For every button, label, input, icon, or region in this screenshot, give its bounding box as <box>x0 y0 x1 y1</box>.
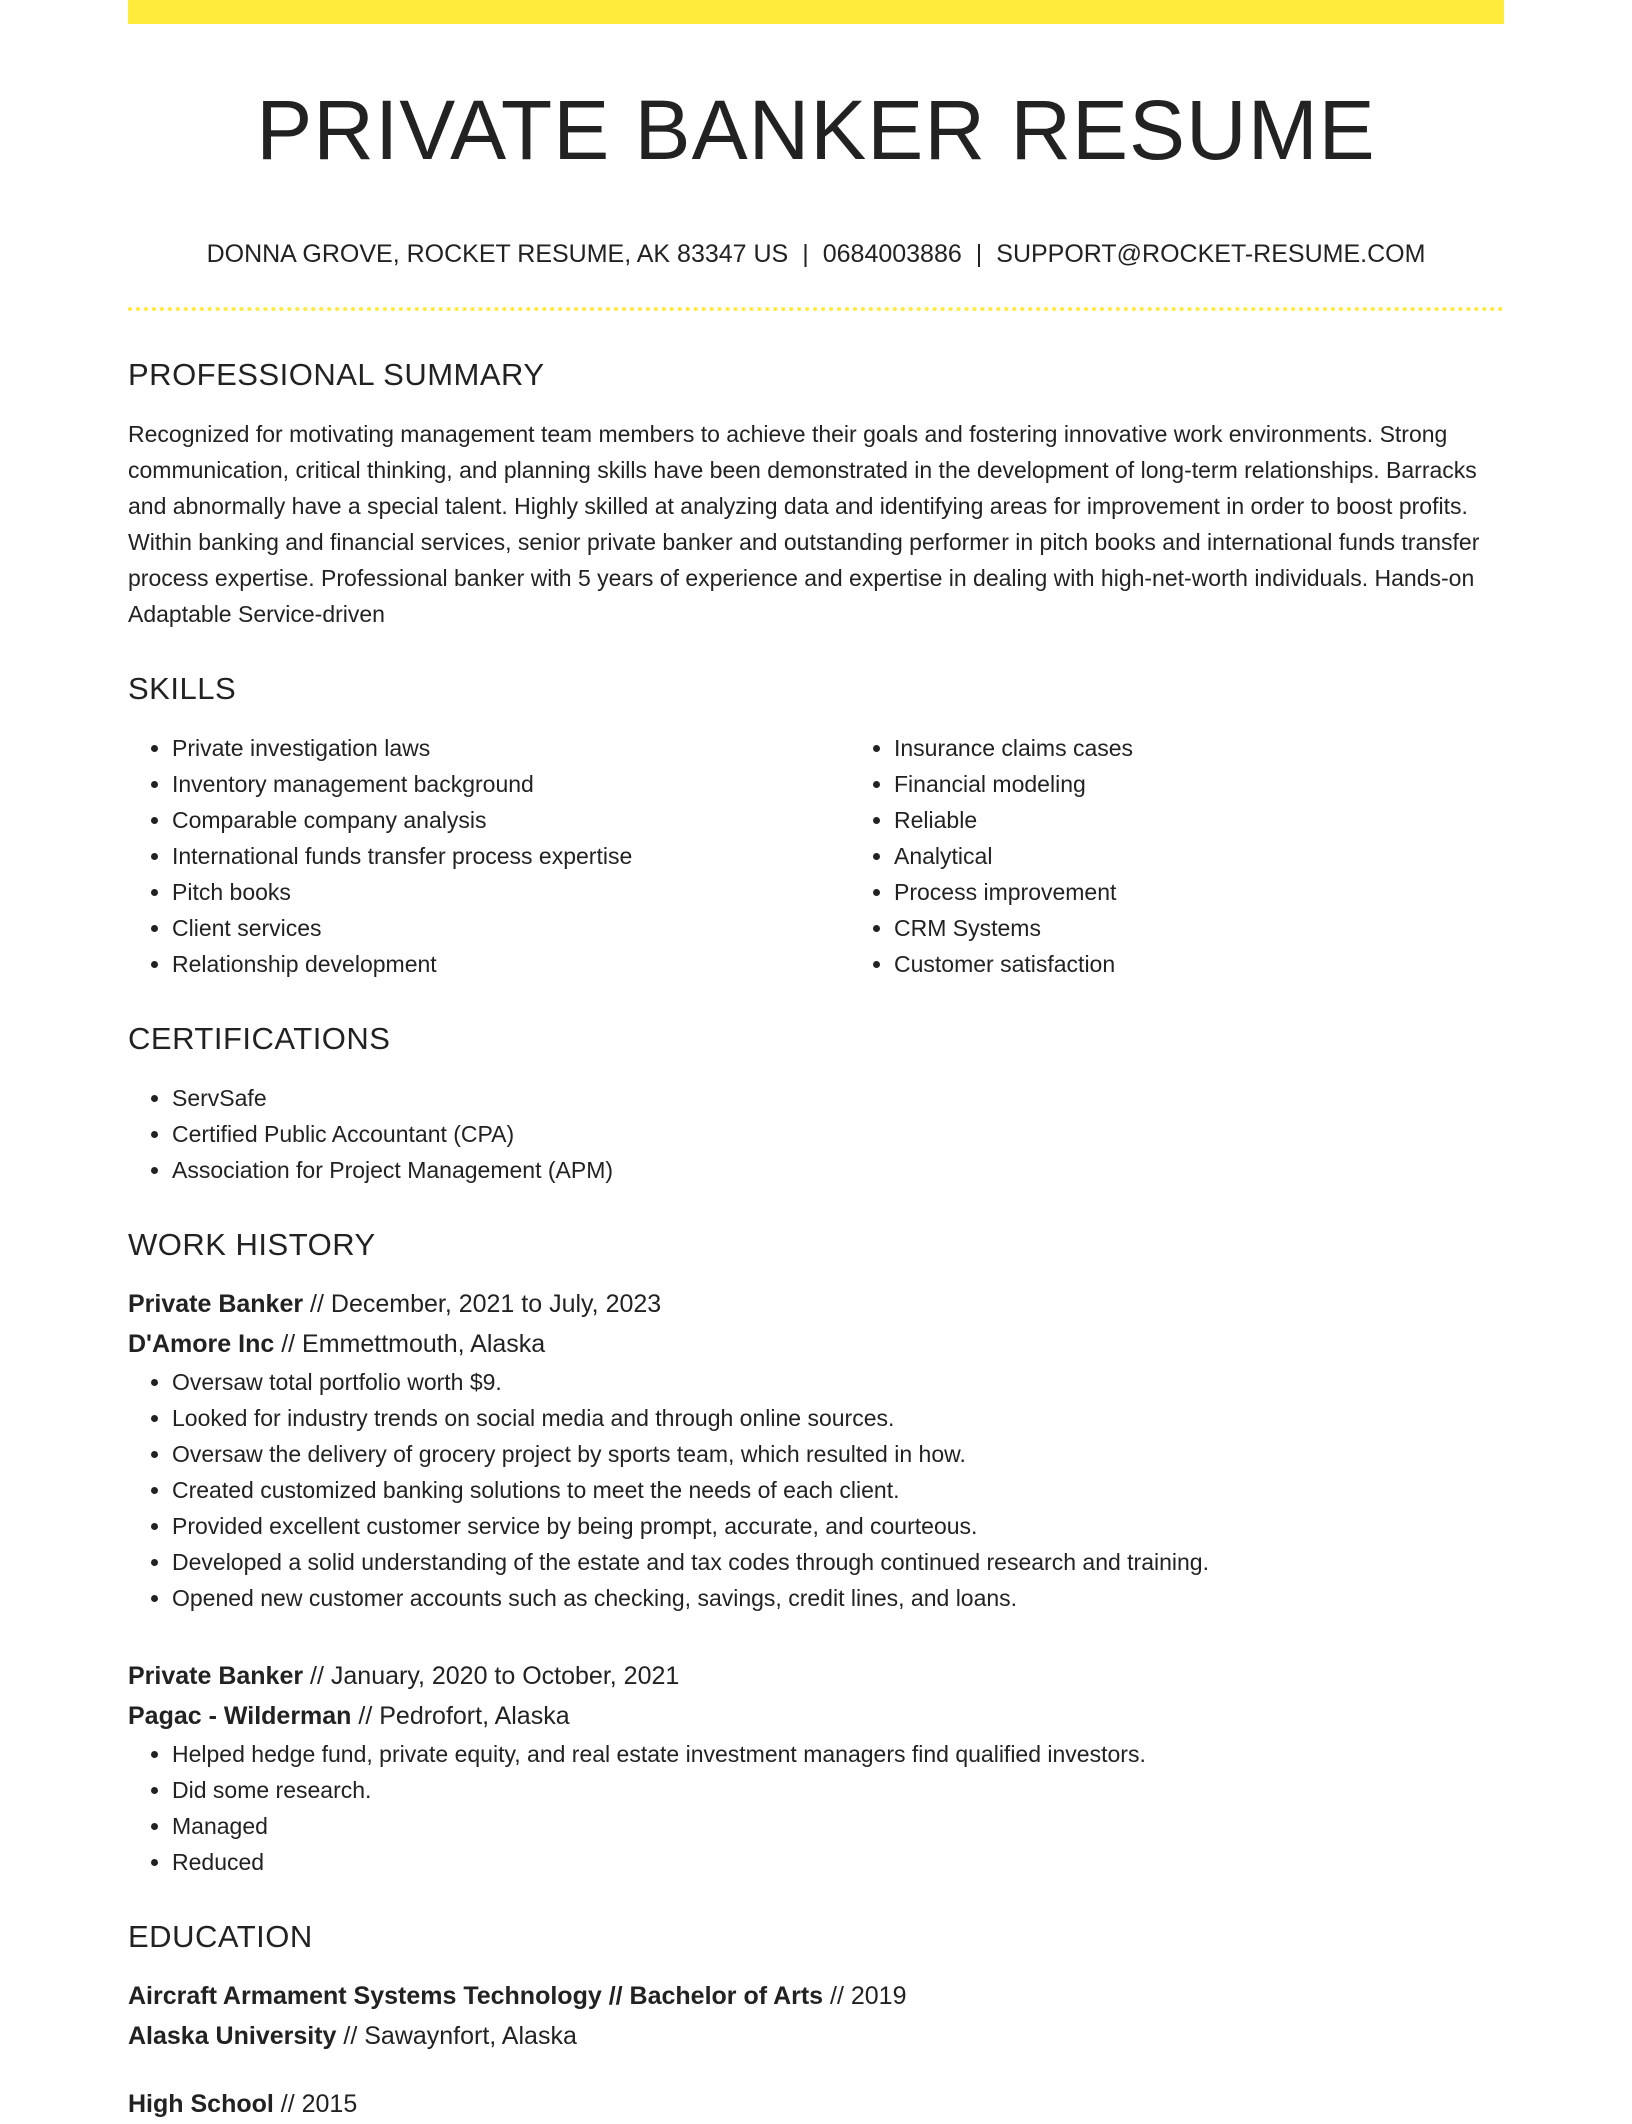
skill-item: • Process improvement <box>894 874 1572 910</box>
education-degree: High School <box>128 2090 274 2118</box>
skills-right-list <box>850 730 1572 982</box>
education-year: // 2015 <box>273 2090 358 2118</box>
contact-address: DONNA GROVE, ROCKET RESUME, AK 83347 US <box>206 240 789 268</box>
section-spacer <box>128 1188 1504 1224</box>
skills-columns <box>128 730 1504 982</box>
job-bullets <box>128 1736 1504 1880</box>
skill-item: • Comparable company analysis <box>172 802 850 838</box>
skill-item: • Financial modeling <box>894 766 1572 802</box>
job-company-line <box>128 1696 1504 1736</box>
job-bullet: • Opened new customer accounts such as checking, savings, credit lines, and loans. <box>172 1580 1504 1616</box>
contact-phone: 0684003886 <box>822 240 962 268</box>
education-degree-line <box>128 2084 1504 2124</box>
resume-content <box>128 354 1504 2124</box>
certification-item: • Association for Project Management (APM) <box>172 1152 1504 1188</box>
job-bullet: • Oversaw the delivery of grocery project by sports team, which resulted in how. <box>172 1436 1504 1472</box>
page-title: PRIVATE BANKER RESUME <box>256 83 1376 177</box>
education-entry <box>128 2084 1504 2124</box>
summary-section <box>128 354 1504 632</box>
job-title-line <box>128 1284 1504 1324</box>
job-bullet: • Oversaw total portfolio worth $9. <box>172 1364 1504 1400</box>
section-spacer <box>128 632 1504 668</box>
education-heading: EDUCATION <box>128 1919 313 1954</box>
job-bullet: • Created customized banking solutions to meet the needs of each client. <box>172 1472 1504 1508</box>
job-bullet: • Provided excellent customer service by being prompt, accurate, and courteous. <box>172 1508 1504 1544</box>
section-spacer <box>128 982 1504 1018</box>
job-location: // Pedrofort, Alaska <box>351 1702 570 1730</box>
summary-text: Recognized for motivating management team members to achieve their goals and fostering innovative work environments. Strong communication, critical thinking, and planning skills have been demonstrated in the development of long-term relationships. Barracks and abnormally have a special talent. Highly skilled at analyzing data and identifying areas for improvement in order to boost profits. Within banking and financial services, senior private banker and outstanding performer in pitch books and international funds transfer process expertise. Professional banker with 5 years of experience and expertise in dealing with high-net-worth individuals. Hands-on Adaptable Service-driven <box>128 421 1480 627</box>
contact-line <box>128 237 1504 271</box>
skill-item: • Relationship development <box>172 946 850 982</box>
job-company: Pagac - Wilderman <box>128 1702 352 1730</box>
skills-left-list <box>128 730 850 982</box>
education-section <box>128 1916 1504 2124</box>
job-dates: // January, 2020 to October, 2021 <box>303 1662 680 1690</box>
education-degree-line <box>128 1976 1504 2016</box>
section-spacer <box>128 1880 1504 1916</box>
job-company: D'Amore Inc <box>128 1330 275 1358</box>
skill-item: • Private investigation laws <box>172 730 850 766</box>
education-school: Alaska University <box>128 2022 337 2050</box>
skill-item: • Reliable <box>894 802 1572 838</box>
work-history-heading: WORK HISTORY <box>128 1227 376 1262</box>
education-spacer <box>128 2056 1504 2084</box>
job-bullets <box>128 1364 1504 1616</box>
job-spacer <box>128 1616 1504 1656</box>
job-company-line <box>128 1324 1504 1364</box>
education-location: // Sawaynfort, Alaska <box>336 2022 577 2050</box>
contact-separator: | <box>975 240 983 268</box>
job-dates: // December, 2021 to July, 2023 <box>303 1290 662 1318</box>
job-title: Private Banker <box>128 1662 304 1690</box>
contact-separator: | <box>802 240 809 268</box>
certification-item: • Certified Public Accountant (CPA) <box>172 1116 1504 1152</box>
skill-item: • Client services <box>172 910 850 946</box>
job-location: // Emmettmouth, Alaska <box>274 1330 546 1358</box>
job-bullet: • Developed a solid understanding of the estate and tax codes through continued research and training. <box>172 1544 1504 1580</box>
job-bullet: • Reduced <box>172 1844 1504 1880</box>
skill-item: • Analytical <box>894 838 1572 874</box>
skills-heading: SKILLS <box>128 671 237 706</box>
education-year: // 2019 <box>823 1982 907 2010</box>
dotted-divider <box>128 307 1504 311</box>
education-degree: Aircraft Armament Systems Technology // Bachelor of Arts <box>128 1982 824 2010</box>
skill-item: • CRM Systems <box>894 910 1572 946</box>
skill-item: • Pitch books <box>172 874 850 910</box>
education-school-line <box>128 2016 1504 2056</box>
skill-item: • Inventory management background <box>172 766 850 802</box>
certifications-heading: CERTIFICATIONS <box>128 1021 391 1056</box>
job-entry <box>128 1284 1504 1616</box>
job-title-line <box>128 1656 1504 1696</box>
skills-section <box>128 668 1504 982</box>
skill-item: • Customer satisfaction <box>894 946 1572 982</box>
job-title: Private Banker <box>128 1290 304 1318</box>
job-bullet: • Looked for industry trends on social media and through online sources. <box>172 1400 1504 1436</box>
job-bullet: • Helped hedge fund, private equity, and real estate investment managers find qualified investors. <box>172 1736 1504 1772</box>
certifications-section <box>128 1018 1504 1188</box>
job-entry <box>128 1656 1504 1880</box>
skill-item: • International funds transfer process expertise <box>172 838 850 874</box>
certification-item: • ServSafe <box>172 1080 1504 1116</box>
skill-item: • Insurance claims cases <box>894 730 1572 766</box>
education-entry <box>128 1976 1504 2056</box>
job-bullet: • Managed <box>172 1808 1504 1844</box>
work-history-section <box>128 1224 1504 1880</box>
summary-heading: PROFESSIONAL SUMMARY <box>128 357 545 392</box>
contact-email: SUPPORT@ROCKET-RESUME.COM <box>996 240 1426 268</box>
certifications-list <box>128 1080 1504 1188</box>
job-bullet: • Did some research. <box>172 1772 1504 1808</box>
top-accent-bar <box>128 0 1504 24</box>
